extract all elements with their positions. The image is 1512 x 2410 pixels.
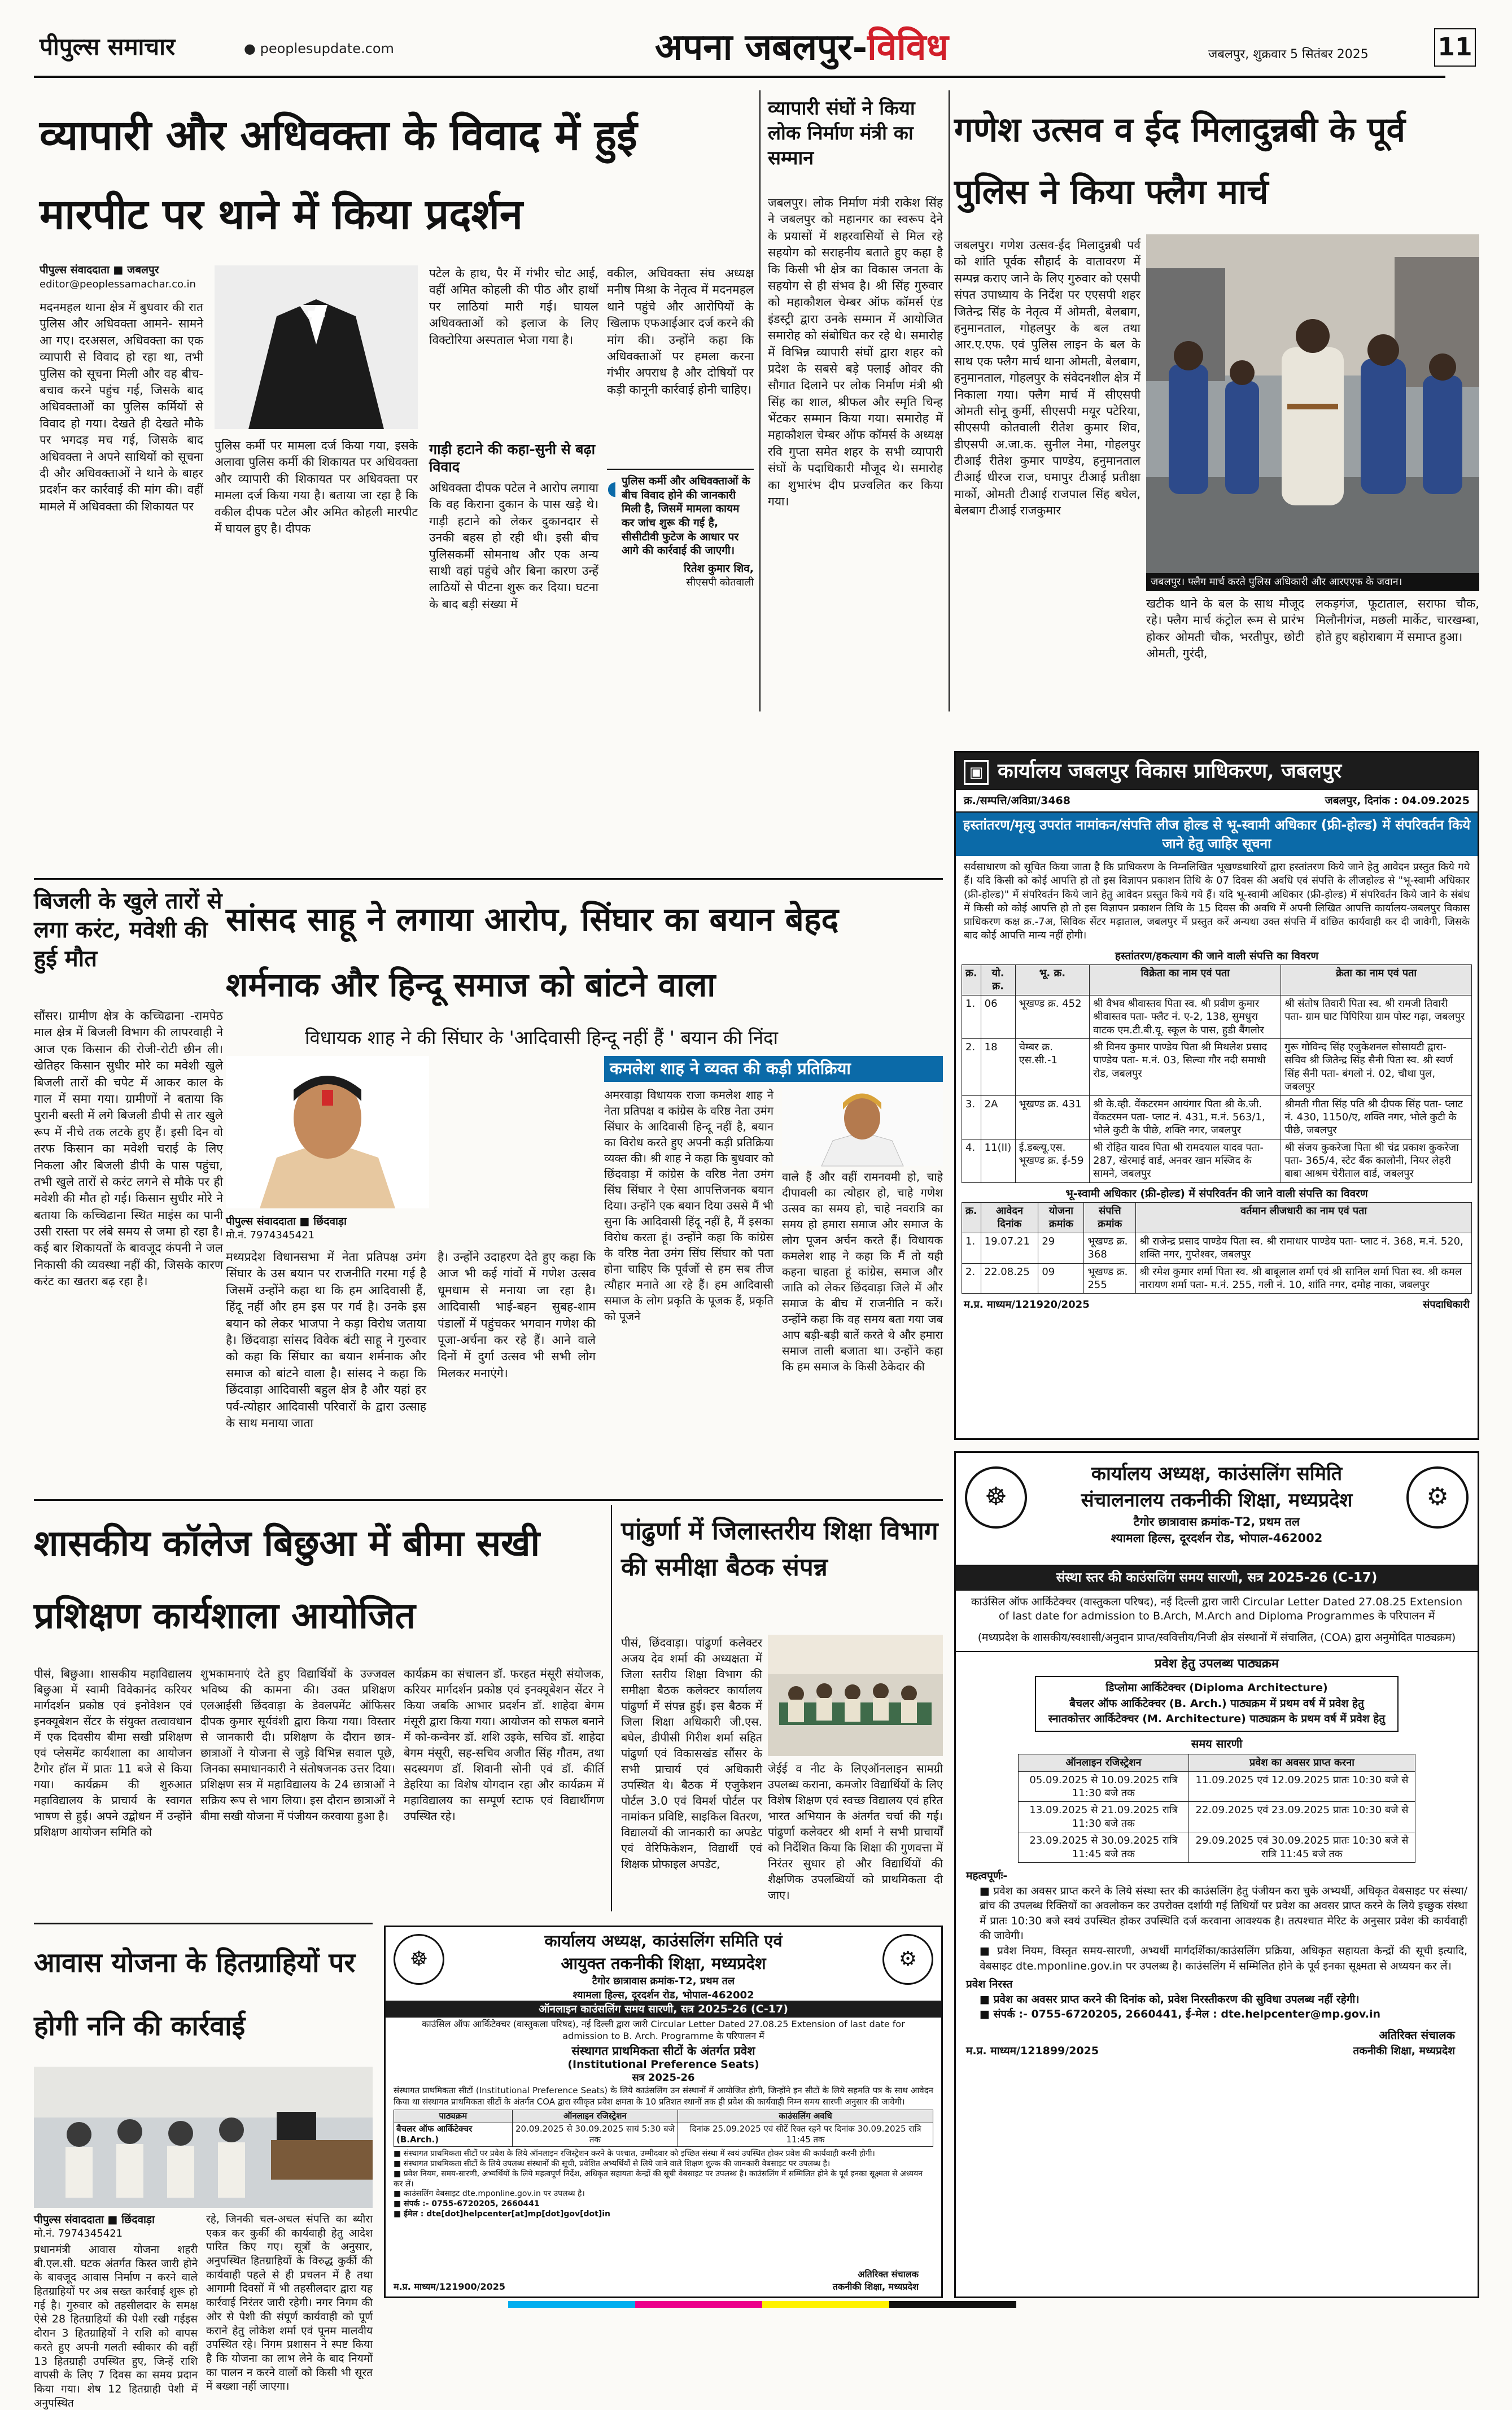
story6-col3: कार्यक्रम का संचालन डॉ. फरहत मंसूरी संयोजक, करियर मार्गदर्शन प्रकोष्ठ एवं इनक्यूबेशन सेंटर ने किया जबकि आभार प्रदर्शन डॉ. शाहेदा बेगम मंसूरी द्वारा किया गया। आयोजन को सफल बनाने में को-कन्वेनर डॉ. शशि उइके, सचिव डॉ. शाहेदा बेगम मंसूरी, सह-सचिव अजीत सिंह गौतम, तथा सदस्यगण डॉ. शिवानी सोनी एवं डॉ. कीर्ति डेहरिया का विशेष योगदान रहा और कार्यक्रम में महाविद्यालय का सम्पूर्ण स्टाफ एवं विद्यार्थीगण उपस्थित रहे। (404, 1667, 604, 1823)
emblem-icon-right: ⚙ (1406, 1466, 1469, 1529)
list-item: ■ संपर्क :- 0755-6720205, 2660441 (394, 2199, 540, 2209)
table-row: 13.09.2025 से 21.09.2025 रात्रि 11:30 बजे तक 22.09.2025 एवं 23.09.2025 प्रातः 10:30 बजे से (1019, 1802, 1415, 1832)
table-header: यो. क्र. (981, 965, 1015, 996)
table-cell: श्री रमेश कुमार शर्मा पिता स्व. श्री बाबूलाल शर्मा एवं श्री सानिल शर्मा पिता स्व. श्री कमल नारायण शर्मा पता- म.नं. 255, गली नं. 10, शांति नगर, दमोह नाका, जबलपुर (1136, 1263, 1472, 1294)
table-cell: भूखण्ड क्र. 452 (1015, 995, 1090, 1038)
ad3-schedule-table: पाठ्यक्रम ऑनलाइन रजिस्ट्रेशन काउंसलिंग अवधि बैचलर ऑफ आर्किटेक्चर (B.Arch.) 20.09.2025 से 30.09.2025 सायं 5:30 बजे तक दिनांक 25.09.2025 एवं सीटें रिक्त रहने पर दिनांक 30.09.2025 रात्रि 11:45 तक (394, 2110, 933, 2147)
section-rule-3 (34, 1923, 373, 1924)
brand-logo: पीपुल्स समाचार (40, 33, 176, 60)
story1-col2: पुलिस कर्मी पर मामला दर्ज किया गया, इसके अलावा पुलिस कर्मी की शिकायत पर अधिवक्ता और व्यापारी की शिकायत पर अधिवक्ता पर मामला दर्ज किया गया है। बताया जा रहा है कि वकील दीपक पटेल और अमित कोहली मारपीट में घायल हुए है। दीपक (215, 439, 418, 535)
story2-body: जबलपुर। लोक निर्माण मंत्री राकेश सिंह ने जबलपुर को महानगर का स्वरूप देने के प्रयासों में शहरवासियों से मिल रहे सहयोग को सराहनीय बताते हुए कहा है कि किसी भी क्षेत्र का विकास जनता के सहयोग से ही संभव है। श्री सिंह गुरुवार को महाकौशल चेम्बर ऑफ कॉमर्स एंड इंडस्ट्री द्वारा उनके सम्मान में आयोजित समारोह को संबोधित कर रहे थे। समारोह में विभिन्न व्यापारी संघों द्वारा शहर को प्रदेश के सबसे बड़े फ्लाई ओवर की सौगात दिलाने पर लोक निर्माण मंत्री श्री सिंह का शाल, श्रीफल और स्मृति चिन्ह भेंटकर सम्मान किया गया। समारोह में महाकौशल चेम्बर ऑफ कॉमर्स के अध्यक्ष रवि गुप्ता समेत शहर के सभी व्यापारी संघों के पदाधिकारी मौजूद थे। समारोह का शुभारंभ दीप प्रज्वलित कर किया गया। (768, 196, 943, 509)
table-header: विक्रेता का नाम एवं पता (1090, 965, 1281, 996)
table-cell: चेम्बर क्र. एस.सी.-1 (1015, 1038, 1090, 1095)
story3-col1: जबलपुर। गणेश उत्सव-ईद मिलादुन्नबी पर्व को शांति पूर्वक सौहार्द के वातावरण में सम्पन्न कराए जाने के लिए गुरुवार को एसपी संपत उपाध्याय के निर्देश पर एएसपी शहर जितेन्द्र सिंह के नेतृत्व में ओमती, बेलबाग, हनुमानताल, गोहलपुर के बल तथा आर.ए.एफ. एवं पुलिस लाइन के बल के साथ एक फ्लैग मार्च थाना ओमती, बेलबाग, हनुमानताल, गोहलपुर के संवेदनशील क्षेत्र में निकाला गया। फ्लैग मार्च में सीएसपी ओमती सोनू कुर्मी, सीएसपी मयूर पटेरिया, सीएसपी कोतवाली रीतेश कुमार शिव, डीएसपी अ.जा.क. सुनील नेमा, गोहलपुर टीआई रीतेश कुमार पाण्डेय, हनुमानताल टीआई धीरज राज, घमापुर टीआई प्रतीक्षा मार्को, ओमती टीआई राजपाल सिंह बघेल, बेलबाग टीआई राजकुमार (954, 238, 1140, 518)
table-cell: 19.07.21 (981, 1233, 1038, 1263)
table-cell: 18 (981, 1038, 1015, 1095)
ad2-band: संस्था स्तर की काउंसलिंग समय सारणी, सत्र 2025-26 (C-17) (956, 1566, 1478, 1591)
table-cell: 09 (1038, 1263, 1084, 1294)
table-row (962, 1263, 1472, 1294)
table-cell: ई.डब्ल्यू.एस. भूखण्ड क्र. ई-59 (1015, 1139, 1090, 1182)
section-rule-1 (34, 878, 943, 880)
table-cell: 2. (962, 1038, 981, 1095)
table-cell: श्री संजय कुकरेजा पिता श्री चंद्र प्रकाश कुकरेजा पता- 365/4, स्टेट बैंक कालोनी, नियर लेहरी बाबा आश्रम चेरीताल वार्ड, जबलपुर (1281, 1139, 1472, 1182)
story6-col1: पीसं, बिछुआ। शासकीय महाविद्यालय बिछुआ में स्वामी विवेकानंद करियर मार्गदर्शन प्रकोष्ठ एवं इनोवेशन एवं इनक्यूबेशन सेंटर के संयुक्त तत्वावधान में एक दिवसीय बीमा सखी प्रशिक्षण एवं प्लेसमेंट कार्यशाला का आयोजन टैगोर हॉल में प्रातः 11 बजे से किया गया। कार्यक्रम की शुरुआत महाविद्यालय के प्राचार्य के स्वागत भाषण से हुई। अपने उद्बोधन में उन्होंने प्रशिक्षण आयोजन समिति को (34, 1667, 192, 1839)
story7-col1: पीसं, छिंदवाड़ा। पांढुर्णा कलेक्टर अजय देव शर्मा की अध्यक्षता में जिला स्तरीय शिक्षा विभाग की समीक्षा बैठक कलेक्टर कार्यालय पांढुर्णा में संपन्न हुई। इस बैठक में जिला शिक्षा अधिकारी जी.एस. बघेल, डीपीसी गिरीश शर्मा सहित पांढुर्णा एवं विकासखंड सौंसर के सभी प्राचार्य एवं अधिकारी उपस्थित थे। बैठक में एजुकेशन पोर्टल 3.0 एवं विमर्श पोर्टल पर नामांकन प्रविष्टि, साइकिल वितरण, विद्यालयों की जानकारी का अपडेट एवं वेरिफिकेशन, विद्यार्थी एवं शिक्षक प्रोफाइल अपडेट, (621, 1636, 762, 1871)
story5-side2: वाले हैं और वहीं रामनवमी हो, चाहे दीपावली का त्योहार हो, चाहे गणेश उत्सव का समय हो, चाहे नवरात्रि का समय हो हमारा समाज और समाज के लोग पूजन अर्चन करते हैं। विधायक कमलेश शाह ने कहा कि मैं तो यही कहना चाहता हूं कांग्रेस, समाज और जाति को लेकर छिंदवाड़ा जिले में और समाज के बीच में राजनीति न करें। उन्होंने कहा कि वह समय बता गया जब आप बड़ी-बड़ी बातें करते थे और हमारा समाज ताली बजाता था। उन्होंने कहा कि हम समाज के किसी ठेकेदार की (782, 1170, 943, 1373)
ad3-seat-title: संस्थागत प्राथमिकता सीटों के अंतर्गत प्रवेश (571, 2044, 755, 2058)
section-rule-2 (34, 1499, 943, 1501)
story3-col3: लकड़गंज, फूटाताल, सराफा चौक, मिलौनीगंज, मछली मार्केट, चारखम्बा, होते हुए बहोराबाग में समाप्त हुआ। (1316, 597, 1479, 644)
ad2-directorate: संचालनालय तकनीकी शिक्षा, मध्यप्रदेश (1081, 1488, 1353, 1512)
story8-mob: मो.नं. 7974345421 (34, 2228, 123, 2239)
site-url[interactable]: ● peoplesupdate.com (244, 41, 394, 56)
story1-quote-by: रितेश कुमार शिव, (684, 562, 754, 575)
list-item: ■ संस्थागत प्राथमिकता सीटों पर प्रवेश के लिये ऑनलाइन रजिस्ट्रेशन करने के पश्चात, उम्मीदवार को इच्छित संस्था में स्वयं उपस्थित होकर प्रवेश की कार्यवाही करनी होगी। (394, 2149, 875, 2158)
ad3-addr1: टैगोर छात्रावास क्रमांक-T2, प्रथम तल (592, 1975, 735, 1988)
story5-headline: सांसद साहू ने लगाया आरोप, सिंघार का बयान बेहद शर्मनाक और हिन्दू समाज को बांटने वाला (226, 900, 839, 1004)
table-header: क्र. (962, 965, 981, 996)
story1-quote: पुलिस कर्मी और अधिवक्ताओं के बीच विवाद होने की जानकारी मिली है, जिसमें मामला कायम कर जांच शुरू की गई है, सीसीटीवी फुटेज के आधार पर आगे की कार्रवाई की जाएगी। (622, 475, 750, 557)
ad2-th-reg: ऑनलाइन रजिस्ट्रेशन (1019, 1754, 1189, 1771)
table-cell: 22.08.25 (981, 1263, 1038, 1294)
list-item: ■ प्रवेश नियम, समय-सारणी, अभ्यर्थियों के लिये महत्वपूर्ण निर्देश, अधिकृत सहायता केन्द्रों की सूची वेबसाइट पर उपलब्ध है। काउंसलिंग में सम्मिलित होने के पूर्व इनका सूक्ष्मता से अध्ययन कर लें। (394, 2169, 923, 2189)
list-item: ■ ईमेल : dte[dot]helpcenter[at]mp[dot]gov[dot]in (394, 2210, 611, 2219)
col-divider-1 (759, 90, 761, 711)
table-cell: श्री संतोष तिवारी पिता स्व. श्री रामजी तिवारी पता- ग्राम घाट पिपिरिया ग्राम पोस्ट गढ़ा, जबलपुर (1281, 995, 1472, 1038)
table-cell: 1. (962, 1233, 981, 1263)
ad2-office: कार्यालय अध्यक्ष, काउंसलिंग समिति (1091, 1462, 1343, 1485)
list-item: ■ संस्थागत प्राथमिकता सीटों के लिये उपलब्ध संस्थानों की सूची, प्रवेशित अभ्यर्थियों से लिये जाने वाले शिक्षण शुल्क की जानकारी वेबसाइट पर उपलब्ध है। (394, 2159, 831, 2168)
table-row (962, 995, 1472, 1038)
ad2-sign1: अतिरिक्त संचालक (1379, 2028, 1455, 2042)
story7-photo-meeting (768, 1635, 943, 1756)
table-row (962, 1233, 1472, 1263)
ad2-imp-head: महत्वपूर्णः- (966, 1869, 1008, 1882)
table-header: संपत्ति क्रमांक (1084, 1203, 1136, 1233)
story5-byline: पीपुल्स संवाददाता ■ छिंदवाड़ा (226, 1215, 347, 1228)
list-item: ■ प्रवेश नियम, विस्तृत समय-सारणी, अभ्यर्थी मार्गदर्शिका/काउंसलिंग प्रक्रिया, अधिकृत सहायता केन्द्रों की सूची इत्यादि, वेबसाइट dte.mponline.gov.in पर उपलब्ध है। काउंसलिंग में सम्मिलित होने के पूर्व इनका सूक्ष्मता से अध्ययन कर लें। (980, 1944, 1467, 1972)
story8-photo-hearing (34, 2067, 373, 2208)
story5-side-head: कमलेश शाह ने व्यक्त की कड़ी प्रतिक्रिया (604, 1056, 943, 1082)
ad3-footer: म.प्र. माध्यम/121900/2025 (394, 2281, 505, 2292)
ad2-addr2: श्यामला हिल्स, दूरदर्शन रोड, भोपाल-462002 (1111, 1531, 1323, 1545)
story1-col1: मदनमहल थाना क्षेत्र में बुधवार की रात पुलिस और अधिवक्ता आमने- सामने आ गए। दरअसल, अधिवक्ता का एक व्यापारी से विवाद हो रहा था, तभी पुलिस को सूचना मिली और वह बीच- बचाव करने पहुंच गई, जिसके बाद अधिवक्ताओं का पुलिस कर्मियों से विवाद हो गया। देखते ही देखते मौके पर भगदड़ मच गई, जिसके बाद अधिवक्ता ने अपने साथियों को सूचना दी और अधिवक्ताओं ने थाने के बाहर प्रदर्शन कर कार्रवाई की मांग की। वहीं मामले में अधिवक्ता की शिकायत पर (40, 300, 203, 513)
masthead-rule (34, 76, 1445, 78)
table-cell: श्री राजेन्द्र प्रसाद पाण्डेय पिता स्व. श्री रामाधार पाण्डेय पता- प्लाट नं. 368, म.नं. 520, शक्ति नगर, गुप्तेश्वर, जबलपुर (1136, 1233, 1472, 1263)
section-title: अपना जबलपुर-विविध (655, 26, 949, 68)
ad2-cancel-head: प्रवेश निरस्त (966, 1978, 1013, 1991)
story2-headline: व्यापारी संघों ने किया लोक निर्माण मंत्री का सम्मान (768, 97, 915, 170)
story1-col3a: पटेल के हाथ, पैर में गंभीर चोट आई, वहीं अमित कोहली की पीठ और हाथों पर लाठियां मारी गई। घायल अधिवक्ताओं को इलाज के लिए विक्टोरिया अस्पताल भेजा गया है। (429, 267, 598, 347)
jda-logo-icon: ▣ (964, 760, 989, 785)
story6-headline: शासकीय कॉलेज बिछुआ में बीमा सखी प्रशिक्षण कार्यशाला आयोजित (34, 1522, 540, 1637)
jda-footer-ref: म.प्र. माध्यम/121920/2025 (964, 1299, 1090, 1311)
story3-caption: जबलपुर। फ्लैग मार्च करते पुलिस अधिकारी और आरएएफ के जवान। (1146, 573, 1479, 591)
ad2-course-band: प्रवेश हेतु उपलब्ध पाठ्यक्रम (1155, 1656, 1279, 1671)
story5-col2-top (438, 1056, 596, 1203)
story8-byline: पीपुल्स संवाददाता ■ छिंदवाड़ा (34, 2213, 155, 2226)
story8-headline: आवास योजना के हितग्राहियों पर होगी ननि की कार्रवाई (34, 1947, 356, 2042)
story1-col3b: अधिवक्ता दीपक पटेल ने आरोप लगाया कि वह किराना दुकान के पास खड़े थे। गाड़ी हटाने को लेकर दुकानदार से उनकी बहस हो रही थी। इसी बीच पुलिसकर्मी सोमनाथ और एक अन्य साथी वहां पहुंचे और बिना कारण उन्हें लाठियों से पीटना शुरू कर दिया। घटना के बाद बड़ी संख्या में (429, 481, 598, 611)
jda-table1-title: हस्तांतरण/हकत्याग की जाने वाली संपत्ति का विवरण (1115, 949, 1319, 962)
ad3-seat-en: (Institutional Preference Seats) (567, 2058, 759, 2071)
page-number: 11 (1434, 28, 1476, 67)
ad2-course-3: स्नातकोत्तर आर्किटेक्चर (M. Architecture) पाठ्यक्रम के प्रथम वर्ष में प्रवेश हेतु (1048, 1713, 1386, 1726)
table-cell: भूखण्ड क्र. 368 (1084, 1233, 1136, 1263)
story1-byline: पीपुल्स संवाददाता ■ जबलपुर (40, 264, 159, 276)
ad2-schedule-table (1018, 1754, 1415, 1863)
jda-intro: सर्वसाधारण को सूचित किया जाता है कि प्राधिकरण के निम्नलिखित भूखण्डधारियों द्वारा हस्तांतरण किये जाने हेतु आवेदन प्रस्तुत किये गये हैं। यदि किसी को कोई आपत्ति हो तो इस विज्ञापन प्रकाशन तिथि के 07 दिवस की अवधि एवं संपत्ति के लीजहोल्ड से "भू-स्वामी अधिकार (फ्री-होल्ड)" में संपरिवर्तन किये जाने हेतु आवेदन प्रस्तुत किये गये हैं। यदि भू-स्वामी अधिकार (फ्री-होल्ड) में संपरिवर्तन किये जाने के संबंध में किसी को कोई आपत्ति हो तो इस विज्ञापन प्रकाशन तिथि के 15 दिवस की अवधि में अपनी लिखित आपत्ति कार्यालय-जबलपुर विकास प्राधिकरण कक्ष क्र.-7अ, सिविक सेंटर मढ़ाताल, जबलपुर में प्रस्तुत करें अन्यथा उक्त संपत्ति में वांछित कार्यवाही कर दी जावेगी, जिसके बाद कोई आपत्ति मान्य नहीं होगी। (964, 861, 1470, 942)
ad3-sign1: अतिरिक्त संचालक (858, 2268, 919, 2280)
quote-icon: ◖ (607, 477, 617, 500)
ad3-emblem-left-icon: ☸ (394, 1934, 444, 1985)
table-row: 23.09.2025 से 30.09.2025 रात्रि 11:45 बजे तक 29.09.2025 एवं 30.09.2025 प्रातः 10:30 बजे से रात्रि 11:45 बजे तक (1019, 1832, 1415, 1863)
jda-table2-title: भू-स्वामी अधिकार (फ्री-होल्ड) में संपरिवर्तन की जाने वाली संपत्ति का विवरण (1065, 1187, 1368, 1200)
table-cell: गुरू गोविन्द सिंह एजुकेशनल सोसायटी द्वारा- सचिव श्री जितेन्द्र सिंह सैनी पिता स्व. श्री स्वर्ण सिंह सैनी पता- बंगलो नं. 02, चौथा पुल, जबलपुर (1281, 1038, 1472, 1095)
ad3-seat-year: सत्र 2025-26 (632, 2071, 695, 2084)
table-cell: 2. (962, 1263, 981, 1294)
counselling-ad-right (954, 1451, 1479, 2298)
story5-mob: मो.नं. 7974345421 (226, 1229, 315, 1241)
ad3-band: ऑनलाइन काउंसलिंग समय सारणी, सत्र 2025-26 (C-17) (386, 2001, 941, 2018)
list-item: ■ काउंसलिंग वेबसाइट dte.mponline.gov.in पर उपलब्ध है। (394, 2189, 585, 2199)
col-divider-2 (949, 90, 950, 711)
table-cell: 11(II) (981, 1139, 1015, 1182)
jda-header: ▣ कार्यालय जबलपुर विकास प्राधिकरण, जबलपुर (956, 753, 1478, 790)
ad2-circular: काउंसिल ऑफ आर्किटेक्चर (वास्तुकला परिषद), नई दिल्ली द्वारा जारी Circular Letter Dated 27.08.25 Extension of last date for admission to B.Arch, M.Arch and Diploma Programmes के परिपालन में (971, 1595, 1463, 1623)
dateline: जबलपुर, शुक्रवार 5 सितंबर 2025 (1208, 47, 1369, 62)
jda-ref: क्र./सम्पत्ति/अविप्रा/3468 (964, 794, 1070, 807)
story5-deck: विधायक शाह ने की सिंघार के 'आदिवासी हिन्दू नहीं हैं ' बयान की निंदा (305, 1027, 779, 1049)
table-cell: 4. (962, 1139, 981, 1182)
table-header: क्र. (962, 1203, 981, 1233)
table-header: योजना क्रमांक (1038, 1203, 1084, 1233)
ad2-footer: म.प्र. माध्यम/121899/2025 (966, 2044, 1099, 2057)
story7-headline: पांढुर्णा में जिलास्तरीय शिक्षा विभाग की समीक्षा बैठक संपन्न (621, 1517, 938, 1582)
list-item: ■ प्रवेश का अवसर प्राप्त करने की दिनांक को, प्रवेश निरस्तीकरण की सुविधा उपलब्ध नहीं रहेगी। (980, 1993, 1360, 2006)
table-header: वर्तमान लीजधारी का नाम एवं पता (1136, 1203, 1472, 1233)
list-item: ■ संपर्क :- 0755-6720205, 2660441, ई-मेल : dte.helpcenter@mp.gov.in (980, 2008, 1381, 2021)
story1-headline: व्यापारी और अधिवक्ता के विवाद में हुई मारपीट पर थाने में किया प्रदर्शन (40, 111, 637, 239)
story8-col1: प्रधानमंत्री आवास योजना शहरी बी.एल.सी. घटक अंतर्गत किस्त जारी होने के बावजूद आवास निर्माण न करने वाले हितग्राहियों पर अब सख्त कार्रवाई शुरू हो गई है। गुरुवार को तहसीलदार के समक्ष ऐसे 28 हितग्राहियों की पेशी रखी गईइस दौरान 3 हितग्राहियों ने राशि को वापस करते हुए अपनी गलती स्वीकार की वहीं 13 हितग्राही उपस्थित हुए, जिन्हें राशि वापसी के लिए 7 दिवस का समय प्रदान किया गया। शेष 12 हितग्राही पेशी में अनुपस्थित (34, 2243, 198, 2409)
ad3-circular: काउंसिल ऑफ आर्किटेक्चर (वास्तुकला परिषद), नई दिल्ली द्वारा जारी Circular Letter Dated 27.08.25 Extension of last date for admission to B. Arch. Programme के परिपालन में (422, 2019, 905, 2042)
ad2-course-1: डिप्लोमा आर्किटेक्चर (Diploma Architecture) (1105, 1682, 1328, 1695)
story8-col2: रहे, जिनकी चल-अचल संपत्ति का ब्यौरा एकत्र कर कुर्की की कार्यवाही हेतु आदेश पारित किए गए। सूत्रों के अनुसार, अनुपस्थित हितग्राहियों के विरुद्ध कुर्की की कार्यवाही पहले से ही प्रचलन में है तथा आगामी दिवसों में भी तहसीलदार द्वारा यह कार्रवाई निरंतर जारी रहेगी। नगर निगम की ओर से पेशी की संपूर्ण कार्यवाही को पूर्ण कराने हेतु लोकेश शर्मा एवं पूनम मालवीय उपस्थित रहे। निगम प्रशासन ने स्पष्ट किया है कि योजना का लाभ लेने के बाद नियमों का पालन न करने वालों को किसी भी सूरत में बख्शा नहीं जाएगा। (206, 2213, 373, 2393)
list-item: ■ प्रवेश का अवसर प्राप्त करने के लिये संस्था स्तर की काउंसलिंग हेतु पंजीयन करा चुके अभ्यर्थी, अधिकृत वेबसाइट पर संस्था/ब्रांच की उपलब्ध रिक्तियों का अवलोकन कर उपरोक्त दर्शायी गई तिथियों पर प्रवेश का अवसर प्राप्त करने के लिये इच्छुक संस्था में प्रातः 10:30 बजे स्वयं उपस्थित होकर उपस्थिति दर्ज करवाना आवश्यक है। तत्पश्चात मेरिट के अनुसार प्रवेश की कार्यवाही की जावेगी। (980, 1884, 1467, 1942)
masthead (34, 20, 1485, 75)
ad2-addr1: टैगोर छात्रावास क्रमांक-T2, प्रथम तल (1133, 1514, 1300, 1529)
story6-col2: शुभकामनाएं देते हुए विद्यार्थियों के उज्जवल भविष्य की कामना की। उक्त प्रशिक्षण एलआईसी छिंदवाड़ा के डेवलपमेंट ऑफिसर दीपक कुमार सूर्यवंशी द्वारा किया गया। विस्तार से जानकारी दी। प्रशिक्षण के दौरान छात्र-छात्राओं ने योजना से जुड़े विभिन्न सवाल पूछे, जिनका समाधानकारी ने संतोषजनक उत्तर दिया। प्रशिक्षण सत्र में महाविद्यालय के 24 छात्राओं ने सक्रिय रूप से भाग लिया। इस दौरान छात्राओं ने बीमा सखी योजना में पंजीयन करवाया हुआ है। (200, 1667, 395, 1823)
print-color-bar (508, 2301, 1016, 2308)
emblem-icon-left: ☸ (965, 1466, 1027, 1529)
table-cell: श्री के.व्ही. वेंकटरमन आयंगार पिता श्री के.जी. वेंकटरमन पता- प्लाट नं. 431, म.नं. 563/1, भोले कुटी के पीछे, शक्ति नगर, जबलपुर (1090, 1095, 1281, 1139)
table-cell: श्री विनय कुमार पाण्डेय पिता श्री मिथलेश प्रसाद पाण्डेय पता- म.नं. 03, सिल्वा गौर नदी समाधी रोड, जबलपुर (1090, 1038, 1281, 1095)
story1-col4: वकील, अधिवक्ता संघ अध्यक्ष मनीष मिश्रा के नेतृत्व में मदनमहल थाने पहुंचे और आरोपियों के खिलाफ एफआईआर दर्ज करने की मांग की। उन्होंने कहा कि अधिवक्ताओं पर हमला करना गंभीर अपराध है और दोषियों पर कड़ी कानूनी कार्रवाई होनी चाहिए। (607, 267, 754, 396)
story5-photo-portrait (226, 1056, 429, 1208)
table-header: क्रेता का नाम एवं पता (1281, 965, 1472, 996)
table-cell: 29 (1038, 1233, 1084, 1263)
story1-quote-role: सीएसपी कोतवाली (686, 577, 754, 589)
col-divider-3 (611, 1505, 612, 1911)
table-cell: 3. (962, 1095, 981, 1139)
table-row (962, 1038, 1472, 1095)
story1-subhead: गाड़ी हटाने की कहा-सुनी से बढ़ा विवाद (429, 441, 596, 475)
ad3-addr2: श्यामला हिल्स, दूरदर्शन रोड, भोपाल-462002 (573, 1989, 754, 2001)
ad3-emblem-right-icon: ⚙ (882, 1934, 933, 1985)
table-row: बैचलर ऑफ आर्किटेक्चर (B.Arch.) 20.09.2025 से 30.09.2025 सायं 5:30 बजे तक दिनांक 25.09.2025 एवं सीटें रिक्त रहने पर दिनांक 30.09.2025 रात्रि 11:45 तक (394, 2123, 933, 2146)
jda-date: जबलपुर, दिनांक : 04.09.2025 (1325, 794, 1470, 807)
table-row (962, 1139, 1472, 1182)
table-cell: भूखण्ड क्र. 255 (1084, 1263, 1136, 1294)
ad2-course-2: बैचलर ऑफ आर्किटेक्चर (B. Arch.) पाठ्यक्रम में प्रथम वर्ष में प्रवेश हेतु (1069, 1697, 1364, 1710)
jda-headline: हस्तांतरण/मृत्यु उपरांत नामांकन/संपत्ति लीज होल्ड से भू-स्वामी अधिकार (फ्री-होल्ड) में संपरिवर्तन किये जाने हेतु जाहिर सूचना (956, 813, 1478, 856)
table-row (962, 1095, 1472, 1139)
story3-photo-flag-march (1146, 234, 1479, 573)
story1-quote-box (607, 469, 754, 587)
story3-headline: गणेश उत्सव व ईद मिलादुन्नबी के पूर्व पुलिस ने किया फ्लैग मार्च (954, 110, 1405, 212)
ad2-sched-title: समय सारणी (1191, 1736, 1243, 1750)
story1-photo-lawyer (215, 265, 418, 429)
ad3-intro: संस्थागत प्राथमिकता सीटों (Institutional Preference Seats) के लिये काउंसलिंग उन संस्थानों में आयोजित होगी, जिन्होंने इन सीटों के लिये सहमति पत्र के साथ आवेदन किया था संस्थागत प्राथमिकता सीटों के अंतर्गत COA द्वारा स्वीकृत प्रवेश क्षमता के 10 प्रतिशत स्थानों तक ही प्रवेश की कार्यवाही निम्न समय सारणी अनुसार की जावेगी। (394, 2085, 933, 2107)
table-cell: 06 (981, 995, 1015, 1038)
story5-col2: है। उन्होंने उदाहरण देते हुए कहा कि आज भी कई गांवों में गणेश उत्सव धूमधाम से मनाया जा रहा है। आदिवासी भाई-बहन सुबह-शाम पंडालों में पहुंचकर भगवान गणेश की पूजा-अर्चना कर रहे हैं। आने वाले दिनों में दुर्गा उत्सव भी सभी लोग मिलकर मनाएंगे। (438, 1250, 596, 1380)
table-cell: श्रीमती गीता सिंह पति श्री दीपक सिंह पता- प्लाट नं. 430, 1150/ए, शक्ति नगर, भोले कुटी के पीछे, जबलपुर (1281, 1095, 1472, 1139)
ad3-commissioner: आयुक्त तकनीकी शिक्षा, मध्यप्रदेश (561, 1954, 766, 1974)
table-cell: 1. (962, 995, 981, 1038)
table-cell: 2A (981, 1095, 1015, 1139)
story4-body: सौंसर। ग्रामीण क्षेत्र के कच्चिढाना -रामपेठ माल क्षेत्र में बिजली विभाग की लापरवाही ने आज एक किसान की रोजी-रोटी छीन ली। खेतिहर किसान सुधीर मोरे का मवेशी खुले बिजली तारों की चपेट में आकर काल के गाल में समा गया। ग्रामीणों ने बताया कि पुरानी बस्ती में लगे बिजली डीपी से तार खुले रूप में नीचे तक लटके हुए हैं। इसी दिन वो तरफ किसान का मवेशी चराई के लिए निकला और बिजली डीपी के पास पहुंचा, तभी खुले तारों से करंट लगने से मौके पर ही मवेशी की मौत हो गई। किसान सुधीर मोरे ने बताया कि कच्चिढाना स्थित माइंस का पानी उसी रास्ता पर लंबे समय से जमा हो रहा है। कई बार शिकायतों के बावजूद कंपनी ने जल निकासी की व्यवस्था नहीं की, जिसके कारण करंट का खतरा बढ़ रहा है। (34, 1009, 223, 1289)
ad3-office: कार्यालय अध्यक्ष, काउंसलिंग समिति एवं (544, 1931, 783, 1950)
jda-notice (954, 751, 1479, 1440)
story5-photo-mla (782, 1087, 943, 1166)
table-cell: श्री रोहित यादव पिता श्री रामदयाल यादव पता- 287, खेरमाई वार्ड, अनवर खान मस्जिद के सामने, जबलपुर (1090, 1139, 1281, 1182)
story3-col2: खटीक थाने के बल के साथ मौजूद रहे। फ्लैग मार्च कंट्रोल रूम से प्रारंभ होकर ओमती चौक, भरतीपुर, छोटी ओमती, गुरंदी, (1146, 597, 1304, 661)
jda-signatory: संपदाधिकारी (1423, 1299, 1470, 1311)
story4-headline: बिजली के खुले तारों से लगा करंट, मवेशी की हुई मौत (34, 888, 222, 972)
ad3-sign2: तकनीकी शिक्षा, मध्यप्रदेश (832, 2281, 919, 2292)
ad2-sign2: तकनीकी शिक्षा, मध्यप्रदेश (1353, 2044, 1455, 2057)
table-header: भू. क्र. (1015, 965, 1090, 996)
jda-freehold-table (962, 1202, 1472, 1294)
counselling-ad-center (384, 1926, 943, 2298)
table-cell: भूखण्ड क्र. 431 (1015, 1095, 1090, 1139)
table-header: आवेदन दिनांक (981, 1203, 1038, 1233)
story5-side1: अमरवाड़ा विधायक राजा कमलेश शाह ने नेता प्रतिपक्ष व कांग्रेस के वरिष्ठ नेता उमंग सिंघार के आदिवासी हिन्दू नहीं है, बयान का विरोध करते हुए अपनी कड़ी प्रतिक्रिया व्यक्त की। श्री शाह ने कहा कि बुधवार को छिंदवाड़ा में कांग्रेस के वरिष्ठ नेता उमंग सिंघ सिंघार ने ऐसा आपत्तिजनक बयान दिया। उन्होंने एक बयान दिया उससे मैं भी सुना कि आदिवासी हिंदू नहीं है, मैं इसका विरोध करता हूं। उन्होंने कहा कि कांग्रेस के वरिष्ठ नेता उमंग सिंघ सिंघार को पता होना चाहिए कि पूर्वजों से हम सब तीज त्यौहार मनाते आ रहे हैं। हम आदिवासी समाज के लोग प्रकृति के पूजक हैं, प्रकृति को पूजने (604, 1088, 774, 1323)
story1-email[interactable]: editor@peoplessamachar.co.in (40, 278, 196, 290)
section-title-accent: विविध (867, 26, 949, 68)
ad2-scope: (मध्यप्रदेश के शासकीय/स्वशासी/अनुदान प्राप्त/स्ववित्तीय/निजी क्षेत्र संस्थानों में संचालित, (COA) द्वारा अनुमोदित पाठ्यक्रम) (956, 1629, 1478, 1652)
ad2-th-adm: प्रवेश का अवसर प्राप्त करना (1188, 1754, 1415, 1771)
story5-col1: मध्यप्रदेश विधानसभा में नेता प्रतिपक्ष उमंग सिंघार के उस बयान पर राजनीति गरमा गई है जिसमें उन्होंने कहा था कि हम आदिवासी हैं, हिंदू नहीं और हम इस पर गर्व है। उनके इस बयान को लेकर भाजपा ने कड़ा विरोध जताया है। छिंदवाड़ा सांसद विवेक बंटी साहू ने गुरुवार को कहा कि सिंघार का बयान शर्मनाक और समाज को बांटने वाला है। सांसद ने कहा कि छिंदवाड़ा आदिवासी बहुल क्षेत्र है और यहां हर पर्व-त्योहार आदिवासी परिवारों के द्वारा उत्साह के साथ मनाया जाता (226, 1250, 426, 1430)
story7-col2: जेईई व नीट के लिएऑनलाइन सामग्री उपलब्ध कराना, कमजोर विद्यार्थियों के लिए विशेष शिक्षण एवं स्वच्छ विद्यालय एवं हरित भारत अभियान के अंतर्गत चर्चा की गई। पांढुर्णा कलेक्टर श्री शर्मा ने सभी प्राचार्यों को निर्देशित किया कि शिक्षा की गुणवत्ता में निरंतर सुधार हो और विद्यार्थियों की शैक्षणिक उपलब्धियों को प्राथमिकता दी जाए। (768, 1762, 943, 1902)
table-row: 05.09.2025 से 10.09.2025 रात्रि 11:30 बजे तक 11.09.2025 एवं 12.09.2025 प्रातः 10:30 बजे से (1019, 1771, 1415, 1802)
jda-transfer-table (962, 964, 1472, 1183)
table-cell: श्री वैभव श्रीवास्तव पिता स्व. श्री प्रवीण कुमार श्रीवास्तव पता- फ्लैट नं. ए-2, 138, सुमधुरा वाटक एम.टी.बी.यू. स्कूल के पास, हुडी बैंगलोर (1090, 995, 1281, 1038)
